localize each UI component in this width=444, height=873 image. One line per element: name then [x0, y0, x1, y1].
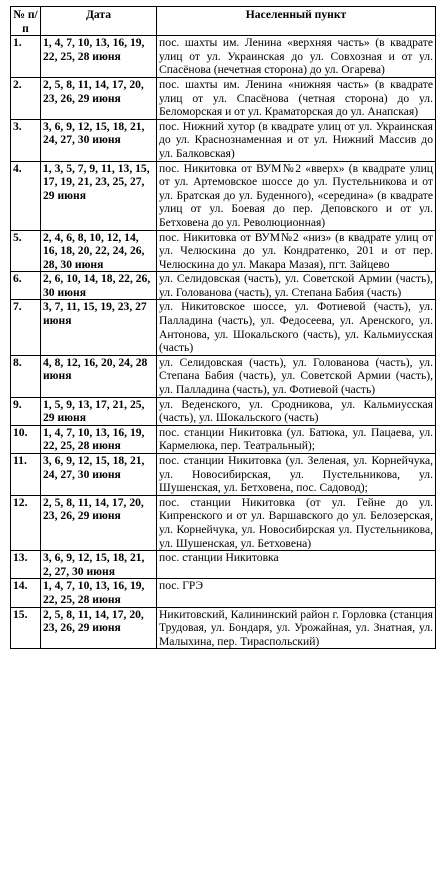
- row-place: пос. Никитовка от ВУМ№2 «низ» (в квадрате улиц от ул. Челюскина до ул. Кондратенко, 201 и от пер. Челюскина до ул. Макара Мазая), пгт. Зайцево: [157, 230, 436, 272]
- row-dates: 2, 5, 8, 11, 14, 17, 20, 23, 26, 29 июня: [41, 607, 157, 649]
- row-place: пос. шахты им. Ленина «верхняя часть» (в квадрате улиц от ул. Украинская до ул. Совхозная и от ул. Спасёнова (нечетная сторона) до ул. Огарева): [157, 36, 436, 78]
- row-place: Никитовский, Калининский район г. Горловка (станция Трудовая, ул. Бондаря, ул. Урожайная, ул. Знатная, ул. Малыхина, пер. Тираспольский): [157, 607, 436, 649]
- table-row: [11, 161, 436, 230]
- row-place: ул. Селидовская (часть), ул. Голованова (часть), ул. Степана Бабия (часть), ул. Советской Армии (часть), ул. Палладина (часть), ул. Фотиевой (часть): [157, 355, 436, 397]
- row-number: 15.: [11, 607, 41, 649]
- row-number: 14.: [11, 579, 41, 607]
- table-row: [11, 230, 436, 272]
- row-number: 12.: [11, 495, 41, 550]
- row-dates: 2, 4, 6, 8, 10, 12, 14, 16, 18, 20, 22, 24, 26, 28, 30 июня: [41, 230, 157, 272]
- table-row: [11, 397, 436, 425]
- row-number: 5.: [11, 230, 41, 272]
- table-row: [11, 272, 436, 300]
- schedule-document: [10, 6, 435, 649]
- row-place: пос. станции Никитовка: [157, 551, 436, 579]
- row-dates: 1, 4, 7, 10, 13, 16, 19, 22, 25, 28 июня: [41, 579, 157, 607]
- row-place: пос. станции Никитовка (от ул. Гейне до ул. Кипренского и от ул. Варшавского до ул. Белозерская, ул. Корнейчука, ул. Новосибирская ул. Пустельникова, ул. Шушенская, ул. Бетховена): [157, 495, 436, 550]
- row-dates: 2, 5, 8, 11, 14, 17, 20, 23, 26, 29 июня: [41, 495, 157, 550]
- row-dates: 3, 6, 9, 12, 15, 18, 21, 24, 27, 30 июня: [41, 454, 157, 496]
- row-place: ул. Селидовская (часть), ул. Советской Армии (часть), ул. Голованова (часть), ул. Степана Бабия (часть): [157, 272, 436, 300]
- row-dates: 1, 5, 9, 13, 17, 21, 25, 29 июня: [41, 397, 157, 425]
- row-number: 4.: [11, 161, 41, 230]
- table-row: [11, 77, 436, 119]
- row-number: 3.: [11, 119, 41, 161]
- row-dates: 1, 3, 5, 7, 9, 11, 13, 15, 17, 19, 21, 23, 25, 27, 29 июня: [41, 161, 157, 230]
- row-number: 7.: [11, 300, 41, 355]
- table-row: [11, 607, 436, 649]
- table-row: [11, 579, 436, 607]
- row-number: 11.: [11, 454, 41, 496]
- row-place: пос. Никитовка от ВУМ№2 «вверх» (в квадрате улиц от ул. Артемовское шоссе до ул. Пустельникова и от ул. Братская до ул. Буденного), «середина» (в квадрате улиц от ул. Боевая до пер. Деповского и от ул. Бетховена до ул. Революционная): [157, 161, 436, 230]
- schedule-table: [10, 6, 436, 649]
- table-row: [11, 300, 436, 355]
- table-row: [11, 454, 436, 496]
- row-number: 9.: [11, 397, 41, 425]
- row-dates: 3, 6, 9, 12, 15, 18, 21, 24, 27, 30 июня: [41, 119, 157, 161]
- row-dates: 1, 4, 7, 10, 13, 16, 19, 22, 25, 28 июня: [41, 425, 157, 453]
- row-place: пос. шахты им. Ленина «нижняя часть» (в квадрате улиц от ул. Спасёнова (четная сторона) до ул. Беломорская и от ул. Краматорская до ул. Анапская): [157, 77, 436, 119]
- row-number: 1.: [11, 36, 41, 78]
- header-place: Населенный пункт: [157, 7, 436, 36]
- row-place: пос. станции Никитовка (ул. Зеленая, ул. Корнейчука, ул. Новосибирская, ул. Пустельникова, ул. Шушенская, ул. Бетховена, пос. Садовод);: [157, 454, 436, 496]
- row-dates: 2, 6, 10, 14, 18, 22, 26, 30 июня: [41, 272, 157, 300]
- row-number: 8.: [11, 355, 41, 397]
- row-dates: 3, 6, 9, 12, 15, 18, 21, 2, 27, 30 июня: [41, 551, 157, 579]
- table-row: [11, 551, 436, 579]
- row-dates: 4, 8, 12, 16, 20, 24, 28 июня: [41, 355, 157, 397]
- row-dates: 1, 4, 7, 10, 13, 16, 19, 22, 25, 28 июня: [41, 36, 157, 78]
- table-row: [11, 355, 436, 397]
- table-row: [11, 425, 436, 453]
- row-place: ул. Веденского, ул. Сродникова, ул. Кальмиусская (часть), ул. Шокальского (часть): [157, 397, 436, 425]
- header-date: Дата: [41, 7, 157, 36]
- header-num: № п/п: [11, 7, 41, 36]
- row-number: 10.: [11, 425, 41, 453]
- row-place: пос. Нижний хутор (в квадрате улиц от ул. Украинская до ул. Краснознаменная и от ул. Нижний Массив до ул. Балковская): [157, 119, 436, 161]
- row-number: 6.: [11, 272, 41, 300]
- row-place: пос. ГРЭ: [157, 579, 436, 607]
- table-header-row: [11, 7, 436, 36]
- row-dates: 2, 5, 8, 11, 14, 17, 20, 23, 26, 29 июня: [41, 77, 157, 119]
- row-number: 2.: [11, 77, 41, 119]
- row-place: ул. Никитовское шоссе, ул. Фотиевой (часть), ул. Палладина (часть), ул. Федосеева, ул. Аренского, ул. Антонова, ул. Шокальского (часть), ул. Кальмиусская (часть): [157, 300, 436, 355]
- table-row: [11, 119, 436, 161]
- row-dates: 3, 7, 11, 15, 19, 23, 27 июня: [41, 300, 157, 355]
- row-number: 13.: [11, 551, 41, 579]
- table-row: [11, 495, 436, 550]
- row-place: пос. станции Никитовка (ул. Батюка, ул. Пацаева, ул. Кармелюка, пер. Театральный);: [157, 425, 436, 453]
- table-row: [11, 36, 436, 78]
